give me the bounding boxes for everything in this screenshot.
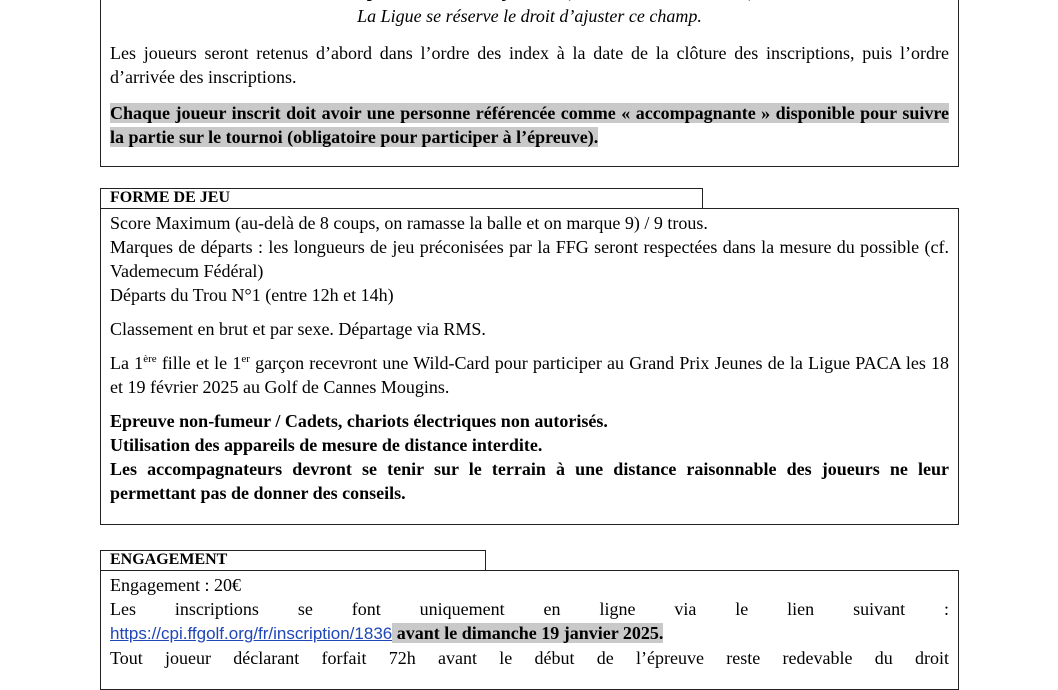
fee-line: Engagement : 20€ [110,575,241,595]
registration-link[interactable]: https://cpi.ffgolf.org/fr/inscription/1836 [110,624,393,643]
registration-link-line [110,621,949,646]
start-hole-line: Départs du Trou N°1 (entre 12h et 14h) [110,285,394,305]
rule-companions: Les accompagnateurs devront se tenir sur le terrain à une distance raisonnable des joueurs ne leur permettant pas de donner des conseils. [110,459,949,503]
companion-requirement: Chaque joueur inscrit doit avoir une personne référencée comme « accompagnante » disponible pour suivre la partie sur le tournoi (obligatoire pour participer à l’épreuve). [110,103,949,147]
field-limit-line [110,0,949,3]
reserve-note: La Ligue se réserve le droit d’ajuster ce champ. [357,6,702,26]
conditions-box [100,0,959,167]
engagement-box [100,570,959,690]
tee-markers-line: Marques de départs : les longueurs de jeu préconisées par la FFG seront respectées dans la mesure du possible (cf. Vademecum Fédéral) [110,237,949,281]
rule-distance-devices: Utilisation des appareils de mesure de distance interdite. [110,435,543,455]
deadline-text: avant le dimanche 19 janvier 2025. [392,623,664,643]
forfeit-line: Tout joueur déclarant forfait 72h avant le début de l’épreuve reste redevable du droit [110,648,949,668]
rule-non-smoking: Epreuve non-fumeur / Cadets, chariots électriques non autorisés. [110,411,608,431]
score-max-line: Score Maximum (au-delà de 8 coups, on ramasse la balle et on marque 9) / 9 trous. [110,213,708,233]
wild-card-line: La 1ère fille et le 1er garçon recevront une Wild-Card pour participer au Grand Prix Jeunes de la Ligue PACA les 18 et 19 février 2025 au Golf de Cannes Mougins. [110,353,950,397]
online-registration-line: Les inscriptions se font uniquement en ligne via le lien suivant : [110,599,949,619]
ranking-line: Classement en brut et par sexe. Départage via RMS. [110,319,486,339]
forme-de-jeu-header: FORME DE JEU [100,188,703,209]
engagement-header: ENGAGEMENT [100,550,486,571]
forme-de-jeu-box [100,208,959,525]
selection-rule: Les joueurs seront retenus d’abord dans l’ordre des index à la date de la clôture des inscriptions, puis l’ordre d’arrivée des inscriptions. [110,43,949,87]
